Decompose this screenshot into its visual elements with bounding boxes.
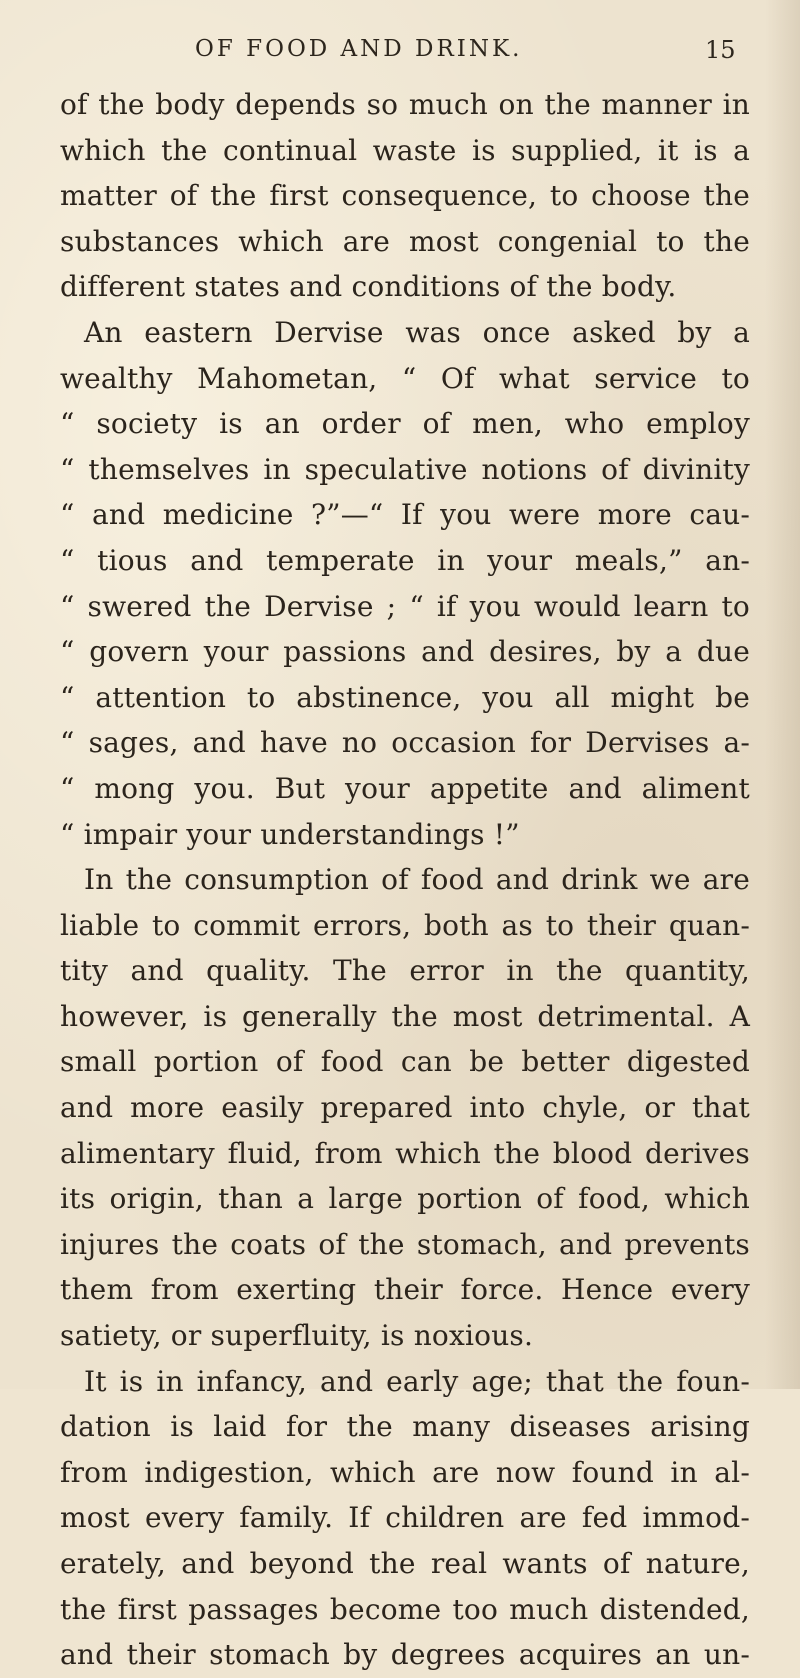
text-line: most every family. If children are fed immod- [60,1501,750,1535]
text-line: wealthy Mahometan, “ Of what service to [60,361,750,395]
text-line: alimentary fluid, from which the blood derives [60,1136,750,1170]
text-line: In the consumption of food and drink we are [84,863,750,897]
text-line: different states and conditions of the body. [60,270,677,304]
text-line: small portion of food can be better digested [60,1045,750,1079]
text-line: and their stomach by degrees acquires an un- [60,1638,750,1672]
page-number: 15 [705,36,736,64]
page-edge-shadow [765,0,800,1389]
text-line: its origin, than a large portion of food, which [60,1182,750,1216]
text-line: “ themselves in speculative notions of divinity [60,452,750,486]
text-line: of the body depends so much on the manner in [60,88,750,121]
text-line: “ sages, and have no occasion for Dervises a- [60,726,750,760]
text-line: “ swered the Dervise ; “ if you would learn to [60,589,750,623]
text-line: “ impair your understandings !” [60,817,520,851]
text-line: “ govern your passions and desires, by a due [60,635,750,669]
text-line: An eastern Dervise was once asked by a [84,315,750,349]
text-line: “ society is an order of men, who employ [60,407,750,441]
text-line: injures the coats of the stomach, and prevents [60,1227,750,1261]
text-line: “ tious and temperate in your meals,” an- [60,543,750,577]
text-line: the first passages become too much distended, [60,1592,750,1626]
text-line: It is in infancy, and early age; that the foun- [84,1364,750,1398]
body-text [60,82,750,1678]
text-line: which the continual waste is supplied, it is a [60,133,750,167]
text-line: matter of the first consequence, to choose the [60,179,750,213]
running-title: OF FOOD AND DRINK. [195,36,523,62]
text-line: liable to commit errors, both as to their quan- [60,908,750,942]
text-line: satiety, or superfluity, is noxious. [60,1319,534,1353]
text-line: however, is generally the most detrimental. A [60,999,750,1033]
text-line: dation is laid for the many diseases arising [60,1410,750,1444]
text-line: from indigestion, which are now found in al- [60,1455,750,1489]
running-head [0,36,800,86]
text-line: tity and quality. The error in the quantity, [60,954,750,988]
text-line: substances which are most congenial to the [60,224,750,258]
text-line: and more easily prepared into chyle, or that [60,1091,750,1125]
text-line: “ mong you. But your appetite and aliment [60,771,750,805]
text-line: them from exerting their force. Hence every [60,1273,750,1307]
text-line: erately, and beyond the real wants of nature, [60,1547,750,1580]
text-line: “ and medicine ?”—“ If you were more cau- [60,498,750,532]
text-line: “ attention to abstinence, you all might be [60,680,750,714]
